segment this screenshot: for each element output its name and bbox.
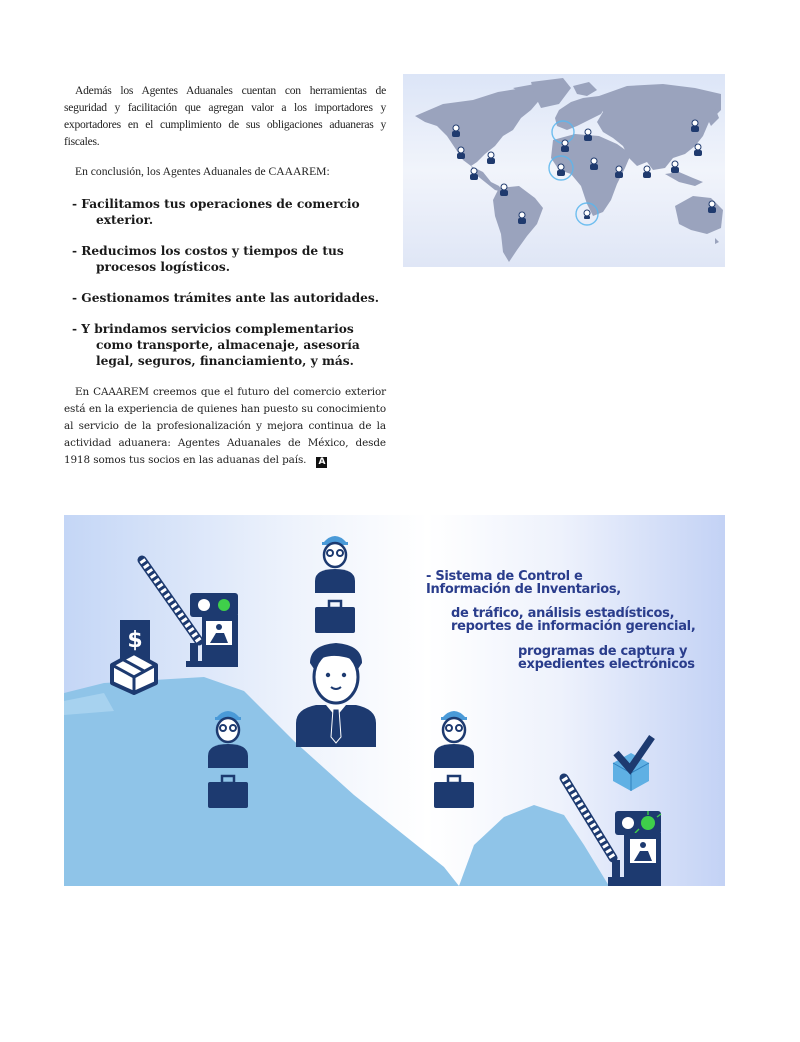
list-item: - Reducimos los costos y tiempos de tus procesos logísticos. — [72, 244, 344, 274]
end-mark-icon: A — [316, 457, 327, 468]
caption-line-group: programas de captura y expedientes electrónicos — [518, 644, 695, 672]
worker-icon — [434, 711, 474, 808]
checkbox-box-icon — [613, 737, 652, 791]
list-item: - Facilitamos tus operaciones de comercio exterior. — [72, 197, 360, 227]
world-map-image — [403, 74, 725, 267]
customs-services-illustration — [64, 515, 725, 886]
hill-shape — [64, 677, 459, 886]
list-item: - Gestionamos trámites ante las autoridades. — [72, 291, 379, 305]
closing-paragraph: En CAAAREM creemos que el futuro del comercio exterior está en la experiencia de quienes han puesto su conocimiento al servicio de la profesionalización y mejora continua de la actividad aduanera: Agentes Aduanales de México, desde 1918 somos tus socios en las aduanas del país. A — [64, 386, 386, 467]
caption-line-group: - Sistema de Control e Información de Inventarios, — [426, 569, 621, 597]
dollar-box-icon — [112, 620, 156, 693]
article-text-column — [64, 82, 386, 482]
worker-icon — [315, 536, 355, 633]
caption-line-group: de tráfico, análisis estadísticos, reportes de información gerencial, — [451, 606, 696, 634]
conclusion-lead: En conclusión, los Agentes Aduanales de CAAAREM: — [75, 165, 330, 178]
businessman-icon — [296, 643, 376, 747]
world-map-icon — [403, 74, 725, 267]
intro-paragraph: Además los Agentes Aduanales cuentan con herramientas de seguridad y facilitación que agregan valor a los importadores y exportadores en el cumplimiento de sus obligaciones aduaneras y fiscales. — [64, 84, 386, 148]
benefits-list — [64, 196, 386, 369]
svg-text:$: $ — [127, 628, 143, 653]
list-item: - Y brindamos servicios complementarios como transporte, almacenaje, asesoría legal, seguros, financiamiento, y más. — [72, 322, 360, 368]
customs-gate-icon — [142, 560, 238, 667]
